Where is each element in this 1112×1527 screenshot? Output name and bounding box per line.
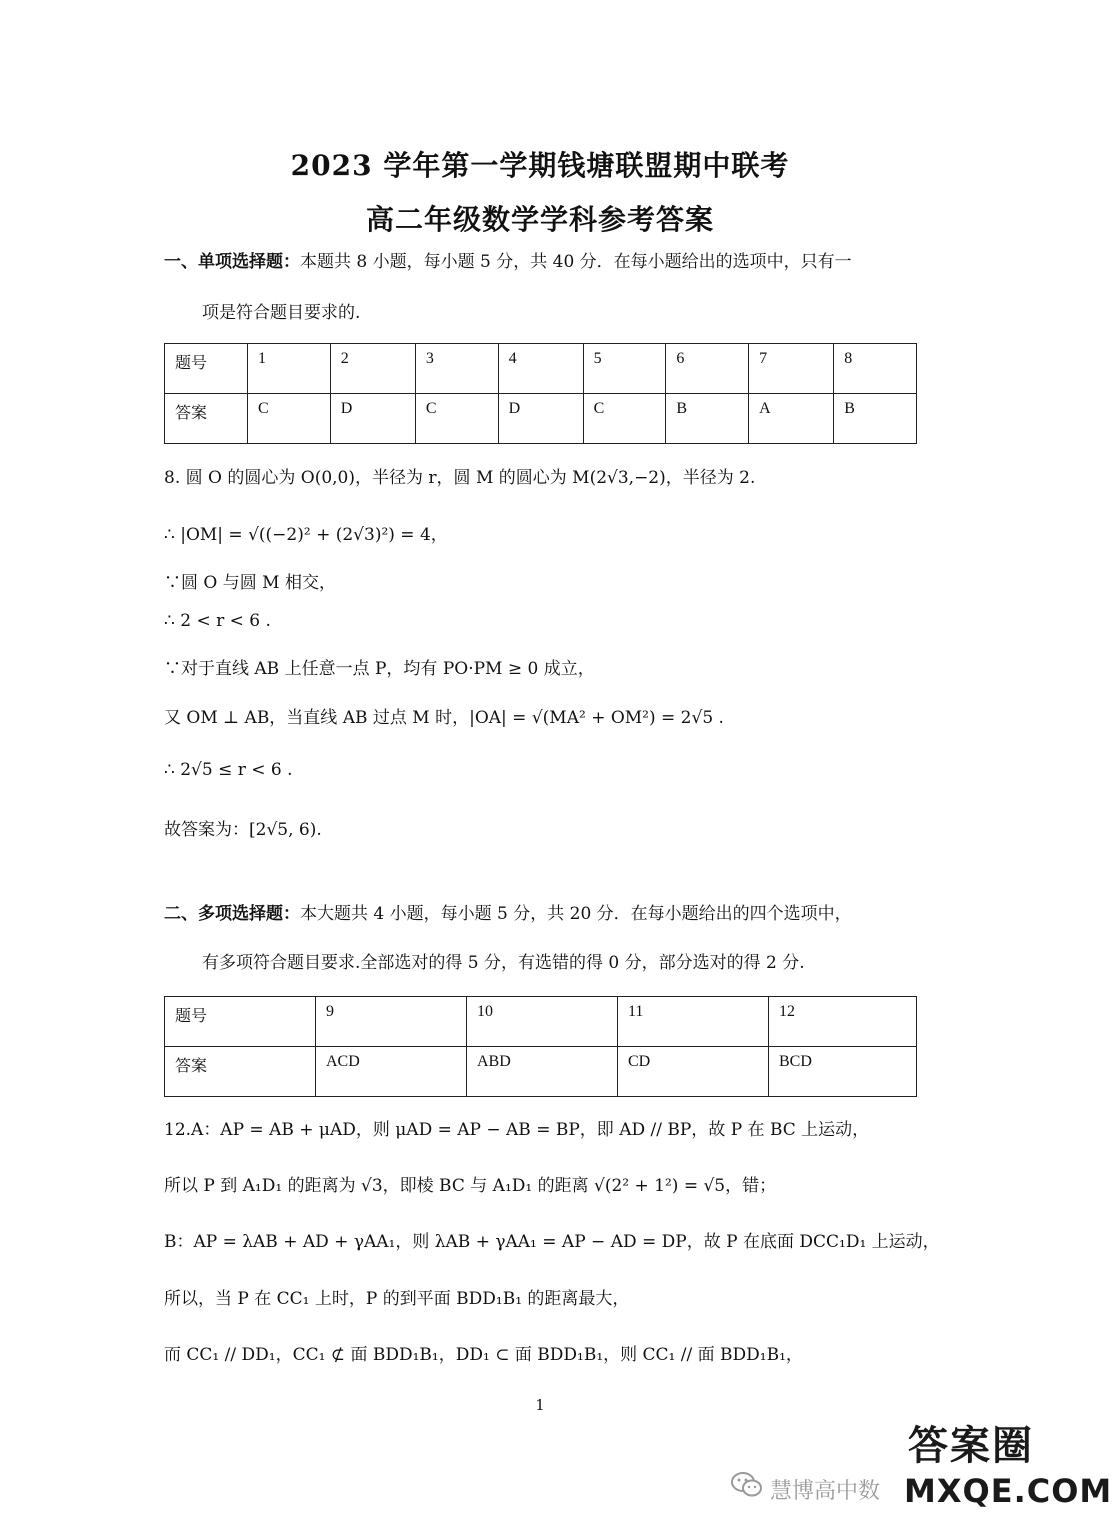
table-row xyxy=(165,1047,917,1097)
table-cell: 题号 xyxy=(165,344,248,394)
table-row xyxy=(165,997,917,1047)
solution12-line: B：AP = λAB + AD + γAA₁，则 λAB + γAA₁ = AP − AD = DP，故 P 在底面 DCC₁D₁ 上运动， xyxy=(164,1232,940,1252)
table-row xyxy=(165,344,917,394)
table-cell: C xyxy=(248,394,331,444)
wechat-icon xyxy=(730,1470,764,1500)
table-cell: 1 xyxy=(248,344,331,394)
table-cell: BCD xyxy=(769,1047,917,1097)
section1-heading: 一、单项选择题： xyxy=(164,252,300,272)
section1-desc-line2: 项是符合题目要求的. xyxy=(202,303,361,323)
solution8-line: ∴ 2 < r < 6 . xyxy=(164,611,271,631)
table-cell: CD xyxy=(618,1047,769,1097)
section2-desc-line1: 本大题共 4 小题，每小题 5 分，共 20 分．在每小题给出的四个选项中， xyxy=(300,904,852,924)
table-cell: 2 xyxy=(330,344,415,394)
table-cell: 答案 xyxy=(165,1047,316,1097)
solution8-line: ∵对于直线 AB 上任意一点 P，均有 PO·PM ≥ 0 成立， xyxy=(164,659,595,679)
table-cell: D xyxy=(330,394,415,444)
table-cell: ABD xyxy=(467,1047,618,1097)
solution8-line: 8. 圆 O 的圆心为 O(0,0)，半径为 r，圆 M 的圆心为 M(2√3,−2)，半径为 2. xyxy=(164,468,756,488)
site-stamp xyxy=(900,1410,1112,1522)
table-cell: D xyxy=(498,394,583,444)
solution8-final-answer: 故答案为：[2√5, 6). xyxy=(164,820,322,840)
section2-intro xyxy=(164,899,852,924)
multi-choice-answer-table xyxy=(164,996,917,1097)
section1-intro xyxy=(164,247,852,272)
solution8-line: 又 OM ⊥ AB，当直线 AB 过点 M 时，|OA| = √(MA² + OM²) = 2√5 . xyxy=(164,708,724,728)
watermark-text: 慧博高中数 xyxy=(770,1479,881,1504)
stamp-top-text: 答案圈 xyxy=(908,1423,1034,1469)
table-row xyxy=(165,394,917,444)
table-cell: 6 xyxy=(666,344,749,394)
section2-desc-line2: 有多项符合题目要求.全部选对的得 5 分，有选错的得 0 分，部分选对的得 2 分. xyxy=(202,953,805,973)
table-cell: 答案 xyxy=(165,394,248,444)
table-cell: B xyxy=(666,394,749,444)
table-cell: 3 xyxy=(415,344,498,394)
table-cell: C xyxy=(583,394,666,444)
section2-heading: 二、多项选择题： xyxy=(164,904,300,924)
solution8-line: ∵圆 O 与圆 M 相交， xyxy=(164,573,336,593)
solution12-line: 12.A：AP = AB + μAD，则 μAD = AP − AB = BP，即 AD // BP，故 P 在 BC 上运动， xyxy=(164,1120,870,1140)
table-cell: 7 xyxy=(749,344,834,394)
table-cell: 10 xyxy=(467,997,618,1047)
solution8-line: ∴ 2√5 ≤ r < 6 . xyxy=(164,760,293,780)
table-cell: ACD xyxy=(316,1047,467,1097)
table-cell: 11 xyxy=(618,997,769,1047)
solution12-line: 所以，当 P 在 CC₁ 上时，P 的到平面 BDD₁B₁ 的距离最大， xyxy=(164,1289,630,1309)
solution12-line: 而 CC₁ // DD₁，CC₁ ⊄ 面 BDD₁B₁，DD₁ ⊂ 面 BDD₁B₁，则 CC₁ // 面 BDD₁B₁， xyxy=(164,1345,803,1365)
solution8-line: ∴ |OM| = √((−2)² + (2√3)²) = 4， xyxy=(164,525,448,545)
stamp-bottom-text: MXQE.COM xyxy=(904,1472,1112,1510)
table-cell: C xyxy=(415,394,498,444)
table-cell: A xyxy=(749,394,834,444)
table-cell: 题号 xyxy=(165,997,316,1047)
table-cell: 12 xyxy=(769,997,917,1047)
section1-desc-line1: 本题共 8 小题，每小题 5 分，共 40 分．在每小题给出的选项中，只有一 xyxy=(300,252,852,272)
document-title: 2023 学年第一学期钱塘联盟期中联考 xyxy=(290,149,790,182)
page-number: 1 xyxy=(535,1396,545,1414)
table-cell: 5 xyxy=(583,344,666,394)
table-cell: B xyxy=(834,394,917,444)
solution12-line: 所以 P 到 A₁D₁ 的距离为 √3，即棱 BC 与 A₁D₁ 的距离 √(2² + 1²) = √5，错； xyxy=(164,1176,777,1196)
table-cell: 4 xyxy=(498,344,583,394)
document-subtitle: 高二年级数学学科参考答案 xyxy=(365,203,714,236)
single-choice-answer-table xyxy=(164,343,917,444)
table-cell: 9 xyxy=(316,997,467,1047)
table-cell: 8 xyxy=(834,344,917,394)
